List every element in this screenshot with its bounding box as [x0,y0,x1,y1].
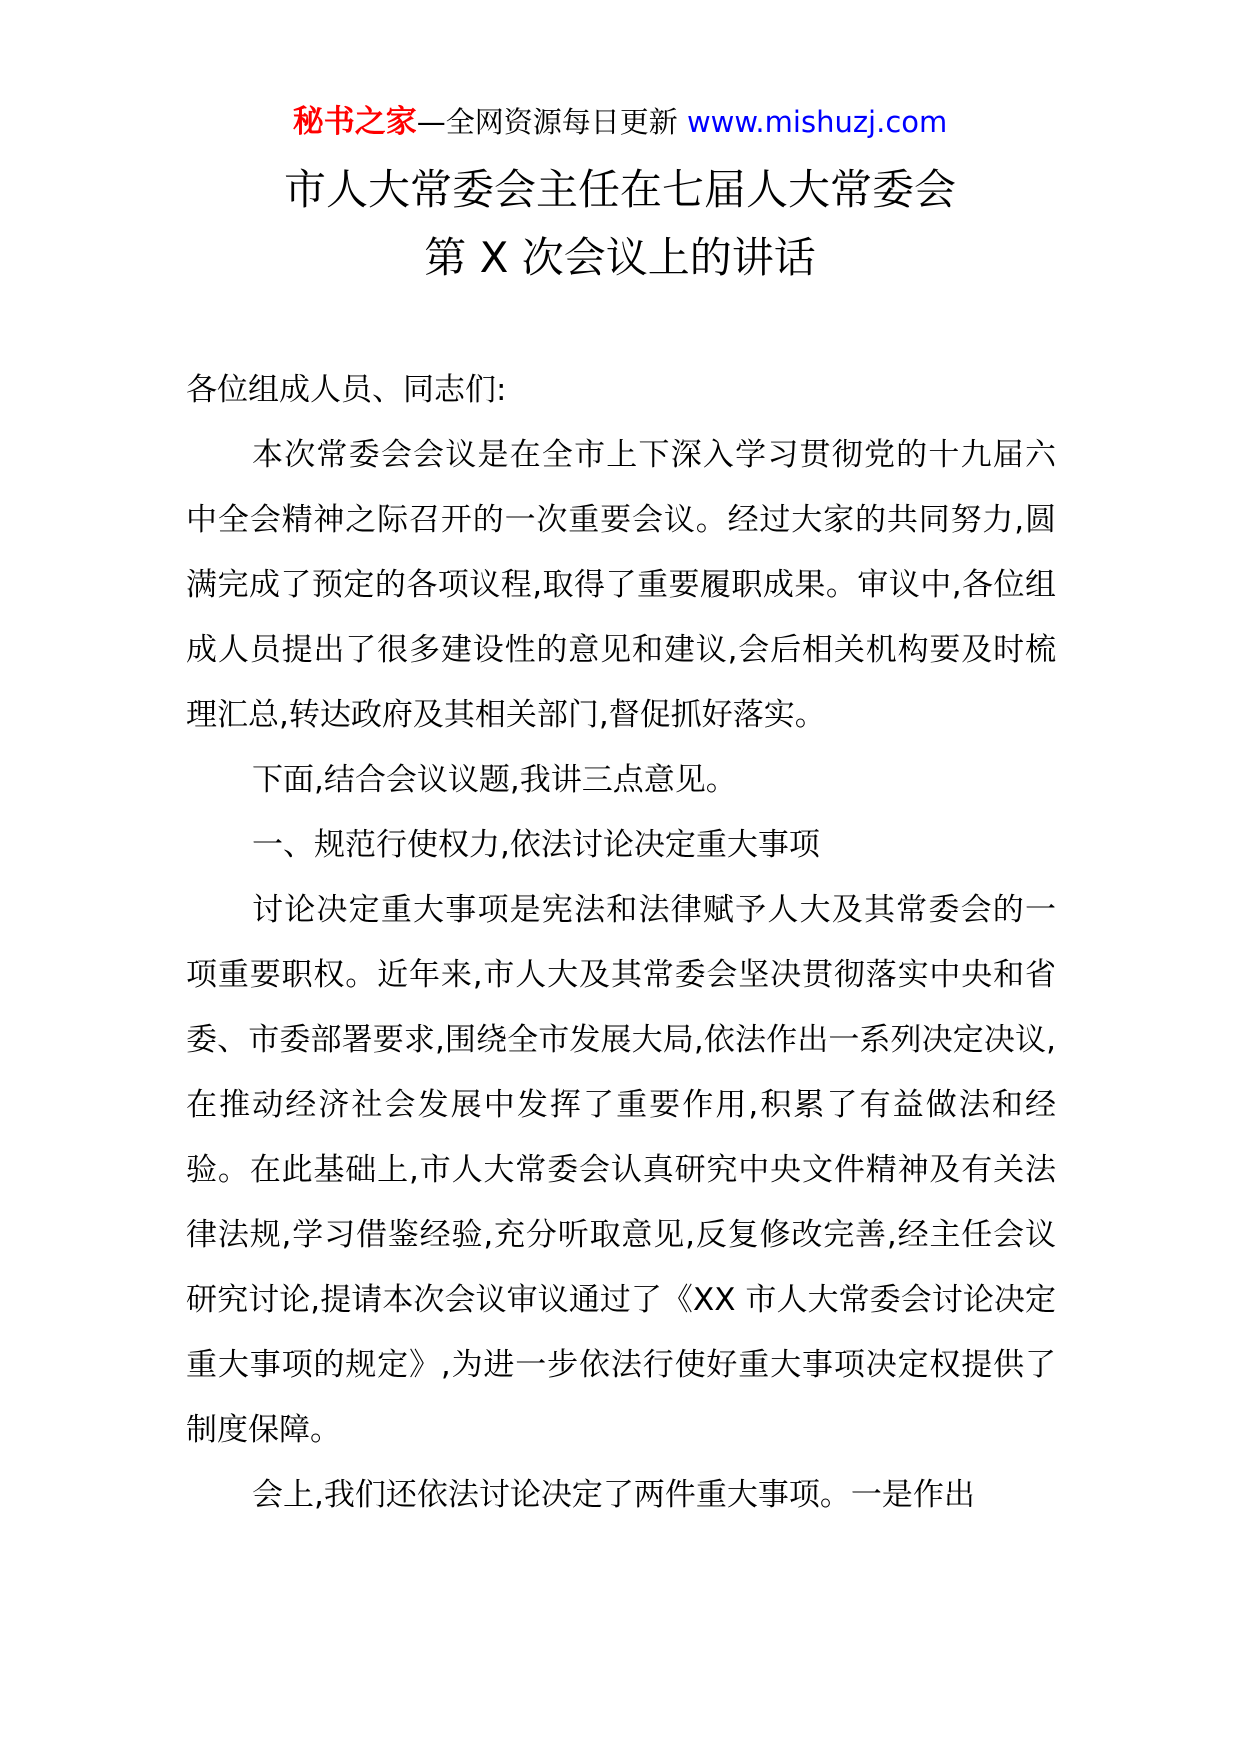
header-tagline: —全网资源每日更新 [416,105,687,139]
paragraph-2: 下面,结合会议议题,我讲三点意见。 [252,762,737,798]
document-title-line-2: 第 X 次会议上的讲话 [424,233,816,282]
document-body [186,358,1056,1528]
site-header [0,102,1240,142]
site-url-link[interactable]: www.mishuzj.com [686,105,948,139]
paragraph-3: 讨论决定重大事项是宪法和法律赋予人大及其常委会的一项重要职权。近年来,市人大及其常委会坚决贯彻落实中央和省委、市委部署要求,围绕全市发展大局,依法作出一系列决定决议,在推动经济社会发展中发挥了重要作用,积累了有益做法和经验。在此基础上,市人大常委会认真研究中央文件精神及有关法律法规,学习借鉴经验,充分听取意见,反复修改完善,经主任会议研究讨论,提请本次会议审议通过了《XX 市人大常委会讨论决定重大事项的规定》,为进一步依法行使好重大事项决定权提供了制度保障。 [186,892,1056,1448]
paragraph-1: 本次常委会会议是在全市上下深入学习贯彻党的十九届六中全会精神之际召开的一次重要会议。经过大家的共同努力,圆满完成了预定的各项议程,取得了重要履职成果。审议中,各位组成人员提出了很多建设性的意见和建议,会后相关机构要及时梳理汇总,转达政府及其相关部门,督促抓好落实。 [186,437,1056,733]
greeting: 各位组成人员、同志们: [186,372,507,408]
brand-name: 秘书之家 [292,104,417,140]
section-heading-1: 一、规范行使权力,依法讨论决定重大事项 [252,827,820,863]
document-title-line-1: 市人大常委会主任在七届人大常委会 [283,165,956,214]
paragraph-4: 会上,我们还依法讨论决定了两件重大事项。一是作出 [252,1477,975,1513]
